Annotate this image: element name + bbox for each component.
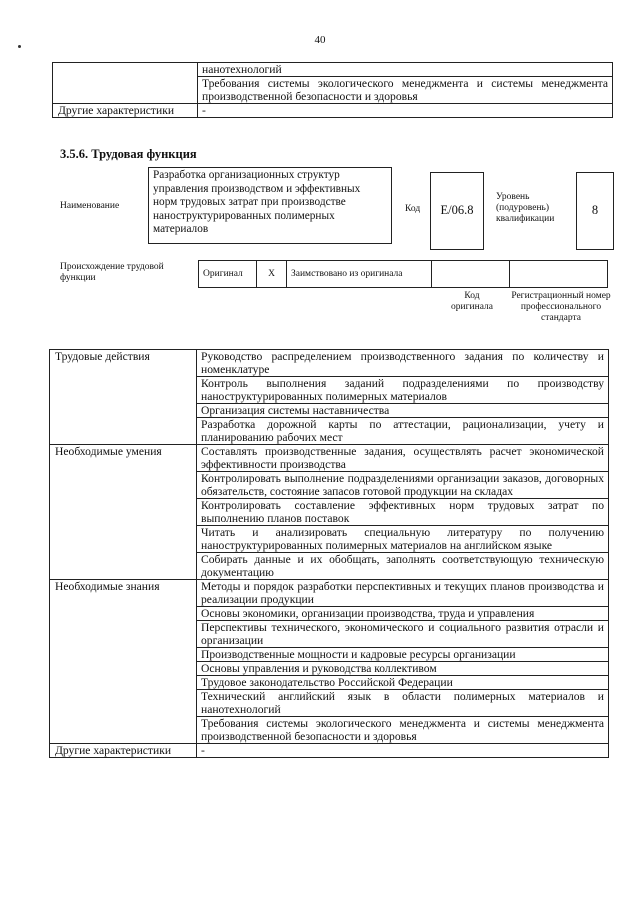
origin-table (198, 260, 608, 288)
section-title: 3.5.6. Трудовая функция (60, 147, 197, 161)
group-item: Основы экономики, организации производства, труда и управления (197, 607, 609, 621)
registration-number-cell (510, 261, 608, 288)
row-label: Другие характеристики (53, 104, 198, 118)
group-item: Руководство распределением производственного задания по количеству и номенклатуре (197, 350, 609, 377)
code-label: Код (405, 204, 421, 214)
group-item: Контролировать составление эффективных норм трудовых затрат по выполнению планов поставок (197, 499, 609, 526)
group-item: Читать и анализировать специальную литературу по получению наноструктурированных полимерных материалов на английском языке (197, 526, 609, 553)
page-number: 40 (314, 34, 326, 46)
group-item: Производственные мощности и кадровые ресурсы организации (197, 648, 609, 662)
group-item: Требования системы экологического менеджмента и системы менеджмента производственной безопасности и здоровья (197, 717, 609, 744)
group-item: - (197, 744, 609, 758)
origin-label: Происхождение трудовой функции (60, 262, 164, 283)
scan-dot (18, 45, 21, 48)
code-caption: Код оригинала (451, 291, 493, 312)
row-label (53, 63, 198, 104)
group-label: Необходимые знания (50, 580, 197, 744)
group-item: Основы управления и руководства коллективом (197, 662, 609, 676)
table-row (50, 744, 609, 758)
original-mark: X (257, 261, 287, 288)
group-label: Трудовые действия (50, 350, 197, 445)
borrowed-label: Заимствовано из оригинала (287, 261, 432, 288)
group-item: Составлять производственные задания, осуществлять расчет экономической эффективности производства (197, 445, 609, 472)
group-item: Технический английский язык в области полимерных материалов и нанотехнологий (197, 690, 609, 717)
table-row (53, 104, 613, 118)
table-row (53, 63, 613, 77)
group-item: Собирать данные и их обобщать, заполнять соответствующую техническую документацию (197, 553, 609, 580)
table-row (50, 445, 609, 472)
group-item: Контроль выполнения заданий подразделениями по производству наноструктурированных полимерных материалов (197, 377, 609, 404)
name-label: Наименование (60, 201, 120, 211)
table-row (50, 580, 609, 607)
code-value-box: E/06.8 (430, 172, 484, 250)
group-item: Контролировать выполнение подразделениями организации заказов, договорных обязательств, состояние запасов готовой продукции на складах (197, 472, 609, 499)
registration-caption: Регистрационный номер профессионального стандарта (511, 291, 611, 323)
group-item: Методы и порядок разработки перспективных и текущих планов производства и реализации продукции (197, 580, 609, 607)
level-label: Уровень (подуровень) квалификации (496, 192, 555, 224)
main-table (49, 349, 609, 758)
row-value: Требования системы экологического менеджмента и системы менеджмента производственной безопасности и здоровья (198, 77, 613, 104)
function-name-box: Разработка организационных структур управления производством и эффективных норм трудовых затрат при производстве наноструктурированных полимерных материалов (148, 167, 392, 244)
group-item: Организация системы наставничества (197, 404, 609, 418)
original-code-cell (432, 261, 510, 288)
row-value: - (198, 104, 613, 118)
group-label: Другие характеристики (50, 744, 197, 758)
level-value-box: 8 (576, 172, 614, 250)
group-item: Трудовое законодательство Российской Федерации (197, 676, 609, 690)
table-row (50, 350, 609, 377)
original-label: Оригинал (199, 261, 257, 288)
group-label: Необходимые умения (50, 445, 197, 580)
group-item: Разработка дорожной карты по аттестации, рационализации, учету и планированию рабочих мест (197, 418, 609, 445)
table-row (199, 261, 608, 288)
group-item: Перспективы технического, экономического и социального развития отрасли и организации (197, 621, 609, 648)
top-continuation-table (52, 62, 613, 118)
row-value: нанотехнологий (198, 63, 613, 77)
